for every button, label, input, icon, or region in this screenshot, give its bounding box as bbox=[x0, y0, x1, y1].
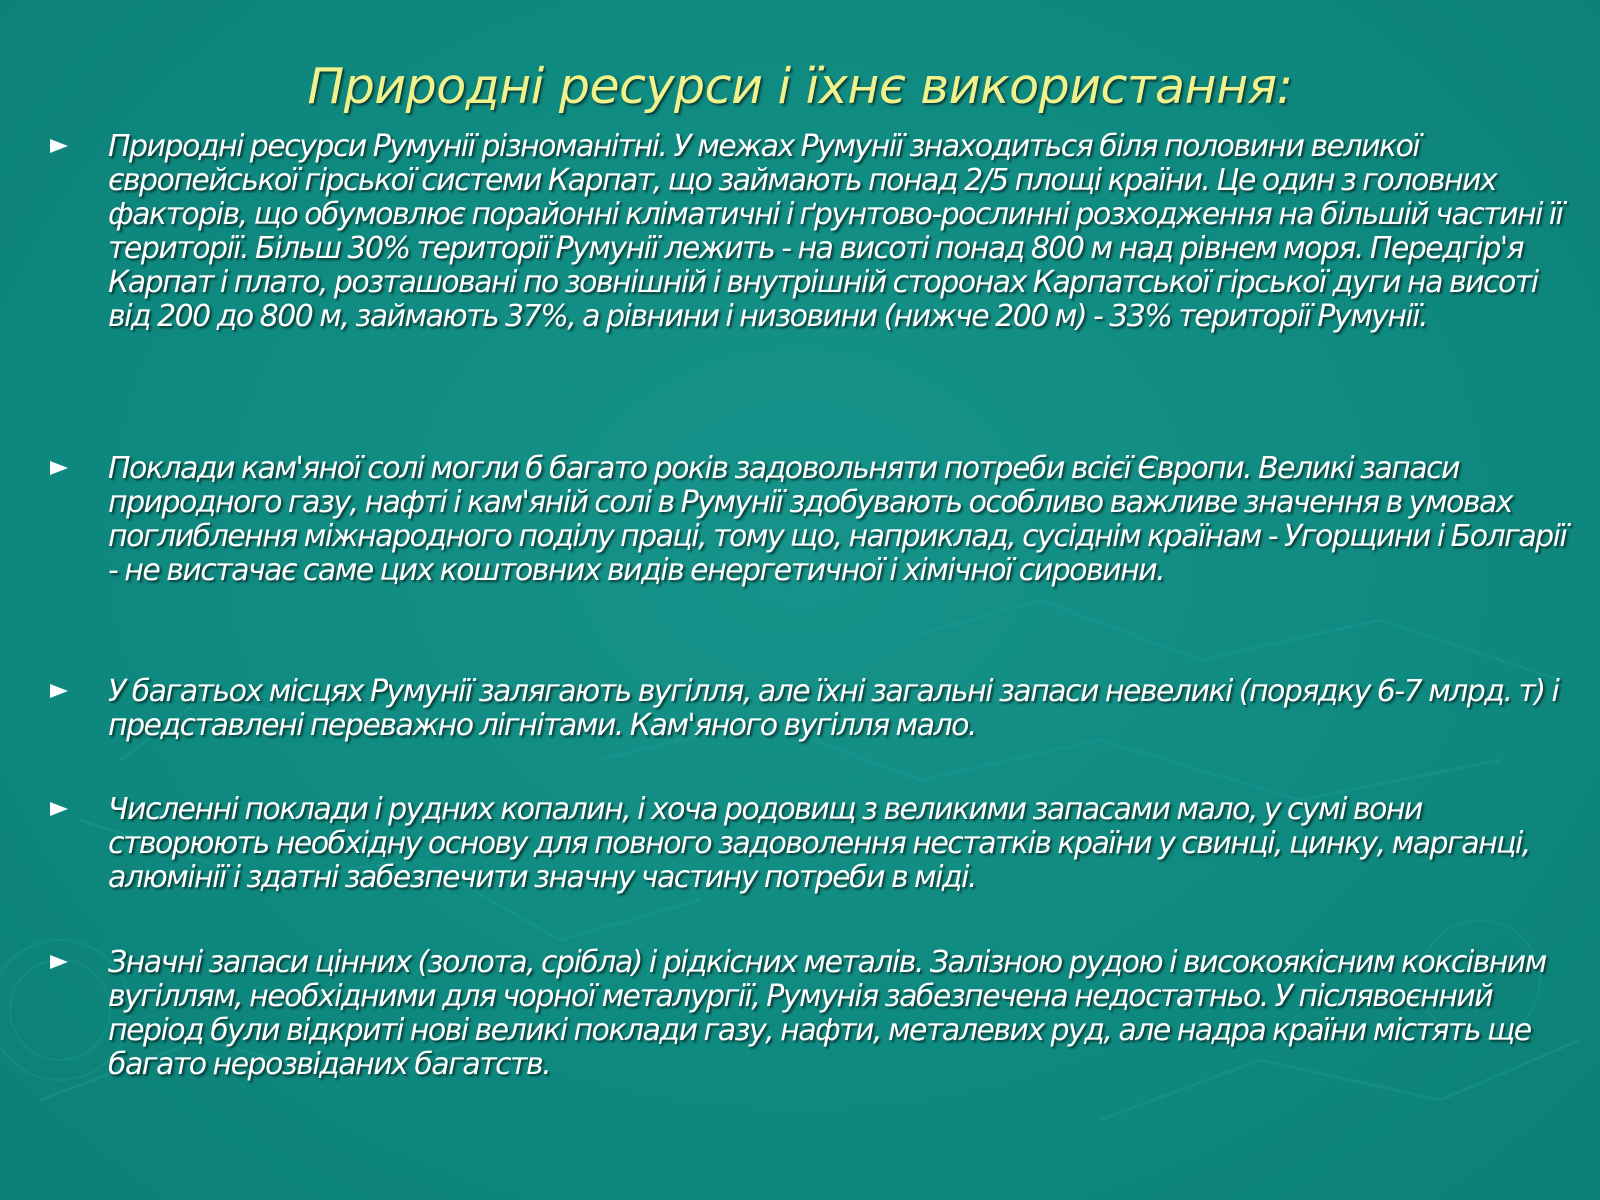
triangle-right-bullet-icon bbox=[50, 677, 70, 703]
bullet-text: Численні поклади і рудних копалин, і хоча родовищ з великими запасами мало, у сумі вони створюють необхідну основу для повного задоволення нестатків країни у свинці, цинку, марганці, алюмінії і здатні забезпечити значну частину потреби в міді. bbox=[108, 792, 1530, 895]
triangle-right-bullet-icon bbox=[50, 132, 70, 158]
bullet-text: У багатьох місцях Румунії залягають вугілля, але їхні загальні запаси невеликі (порядку 6-7 млрд. т) і представлені переважно лігнітами. Кам'яного вугілля мало. bbox=[108, 674, 1559, 743]
triangle-right-bullet-icon bbox=[50, 948, 70, 974]
bullet-text: Природні ресурси Румунії різноманітні. У межах Румунії знаходиться біля половини великої європейської гірської системи Карпат, що займають понад 2/5 площі країни. Це один з головних факторів, що обумовлює порайонні кліматичні і ґрунтово-рослинні розходження на більшій частині її території. Більш 30% території Румунії лежить - на висоті понад 800 м над рівнем моря. Передгір'я Карпат і плато, розташовані по зовнішній і внутрішній сторонах Карпатської гірської дуги на висоті від 200 до 800 м, займають 37%, а рівнини і низовини (нижче 200 м) - 33% території Румунії. bbox=[108, 129, 1563, 334]
triangle-right-bullet-icon bbox=[50, 454, 70, 480]
slide-title: Природні ресурси і їхнє використання: bbox=[307, 58, 1293, 115]
bullet-text: Значні запаси цінних (золота, срібла) і рідкісних металів. Залізною рудою і високоякісним коксівним вугіллям, необхідними для чорної металургії, Румунія забезпечена недостатньо. У післявоєнний період були відкриті нові великі поклади газу, нафти, металевих руд, але надра країни містять ще багато нерозвіданих багатств. bbox=[108, 945, 1546, 1082]
triangle-right-bullet-icon bbox=[50, 795, 70, 821]
bullet-text: Поклади кам'яної солі могли б багато років задовольняти потреби всієї Європи. Великі запаси природного газу, нафті і кам'яній солі в Румунії здобувають особливо важливе значення в умовах поглиблення міжнародного поділу праці, тому що, наприклад, сусіднім країнам - Угорщини і Болгарії - не вистачає саме цих коштовних видів енергетичної і хімічної сировини. bbox=[108, 451, 1567, 588]
